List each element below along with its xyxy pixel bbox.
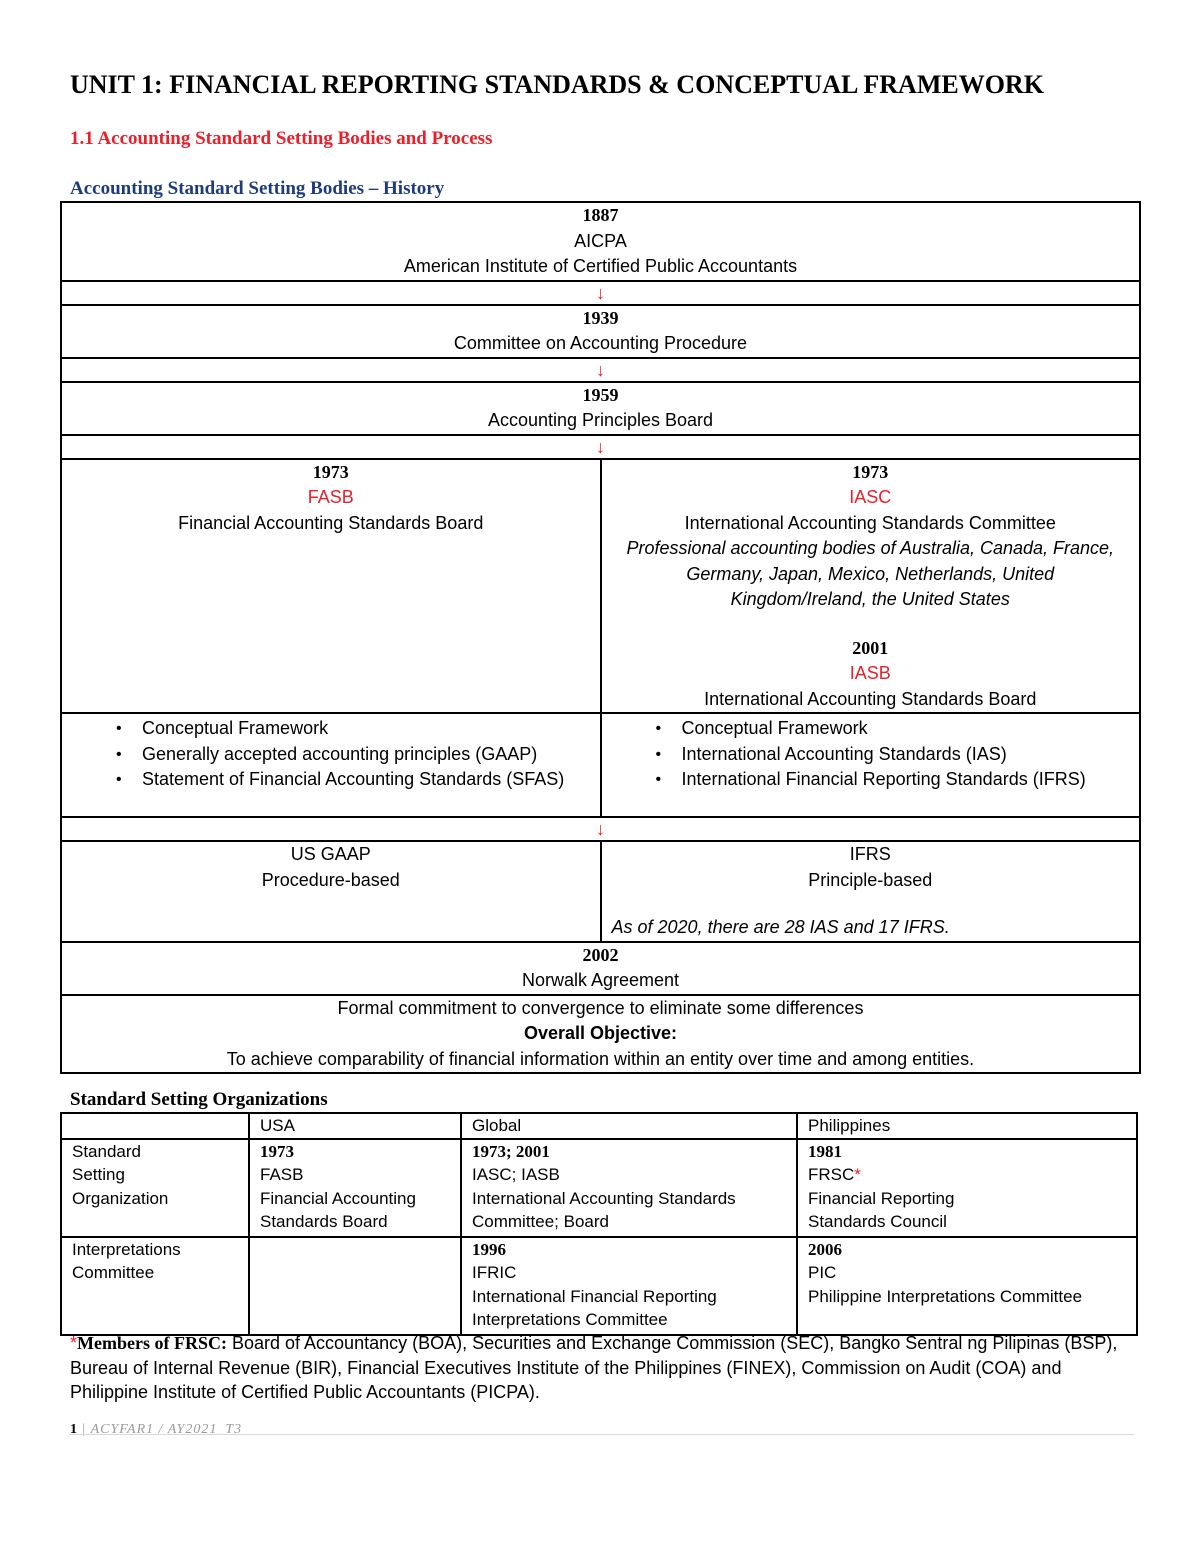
intl-outputs-cell [601,713,1141,817]
usa-name: Financial Accounting Standards Board [260,1188,416,1231]
list-item: • Conceptual Framework [142,716,600,742]
aicpa-cell [61,202,1140,281]
ifrs-count-note: As of 2020, there are 28 IAS and 17 IFRS. [611,917,950,937]
row-label: Interpretations Committee [61,1237,249,1335]
fasb-abbr: FASB [307,487,354,507]
list-item: • International Accounting Standards (IAS) [682,742,1140,768]
list-item: • International Financial Reporting Standards (IFRS) [682,767,1140,793]
iasc-name: International Accounting Standards Committee [684,512,1056,533]
ph-abbr: FRSC [808,1165,855,1184]
list-item: • Generally accepted accounting principles (GAAP) [142,742,600,768]
cap-row [61,305,1140,358]
iasc-cell [601,459,1141,714]
global-name: International Financial Reporting Interpretations Committee [472,1286,717,1329]
cap-year: 1939 [582,307,619,328]
commitment-text: Formal commitment to convergence to eliminate some differences [337,997,864,1018]
orgs-col-usa: USA [249,1113,461,1139]
footer-separator: | [77,1422,91,1437]
global-name: International Accounting Standards Committee; Board [472,1188,736,1231]
frsc-members-note [70,1331,1135,1405]
us-outputs-list [62,716,600,793]
global-year: 1996 [472,1239,506,1259]
flow-arrow-icon: ↓ [61,358,1140,382]
orgs-col-philippines: Philippines [797,1113,1137,1139]
norwalk-year: 2002 [582,944,619,965]
orgs-table [60,1112,1138,1336]
ph-name: Financial Reporting Standards Council [808,1188,955,1231]
ifrs-basis: Principle-based [808,869,933,890]
section-heading: 1.1 Accounting Standard Setting Bodies and Process [70,128,493,149]
page-title: UNIT 1: FINANCIAL REPORTING STANDARDS & CONCEPTUAL FRAMEWORK [70,70,1044,99]
objective-text: To achieve comparability of financial information within an entity over time and among entities. [226,1048,975,1069]
iasc-year: 1973 [852,461,889,482]
apb-row [61,382,1140,435]
ph-year: 1981 [808,1141,842,1161]
ph-name: Philippine Interpretations Committee [808,1286,1083,1306]
objective-label: Overall Objective: [523,1023,678,1043]
objective-row [61,995,1140,1074]
footer-divider [70,1434,1134,1435]
cap-cell [61,305,1140,358]
objective-cell [61,995,1140,1074]
orgs-col-global: Global [461,1113,797,1139]
us-outputs-cell [61,713,601,817]
global-abbr: IASC; IASB [472,1165,560,1184]
asterisk-mark: * [70,1333,78,1353]
usa-cell [249,1237,461,1335]
usgaap-name: US GAAP [290,844,371,864]
fasb-name: Financial Accounting Standards Board [178,512,484,533]
ph-abbr-line [808,1163,1126,1187]
page-footer [70,1422,242,1438]
norwalk-name: Norwalk Agreement [521,970,680,990]
usa-year: 1973 [260,1141,294,1161]
iasb-year: 2001 [852,637,889,658]
intl-outputs-list [602,716,1140,793]
history-heading: Accounting Standard Setting Bodies – History [70,178,445,199]
history-flow-table [60,201,1141,1074]
global-cell [461,1139,797,1237]
norwalk-row [61,942,1140,995]
iasb-name: International Accounting Standards Board [704,688,1037,709]
aicpa-name: American Institute of Certified Public Accountants [403,256,798,276]
ifrs-cell [601,841,1141,942]
aicpa-row [61,202,1140,281]
ifrs-name: IFRS [849,844,891,864]
orgs-heading: Standard Setting Organizations [70,1089,328,1110]
bodies-row [61,459,1140,714]
flow-arrow-icon: ↓ [61,435,1140,459]
usgaap-cell [61,841,601,942]
cap-name: Committee on Accounting Procedure [453,333,748,353]
list-item: • Conceptual Framework [682,716,1140,742]
ph-cell [797,1139,1137,1237]
orgs-header-row [61,1113,1137,1139]
global-year: 1973; 2001 [472,1141,550,1161]
note-text: Board of Accountancy (BOA), Securities and Exchange Commission (SEC), Bangko Sentral ng Pilipinas (BSP), Bureau of Internal Revenue (BIR), Financial Executives Institute of the Philippines (FINEX), Commission on Audit (COA) and Philippine Institute of Certified Public Accountants (PICPA). [70,1333,1118,1402]
asterisk-mark: * [854,1165,861,1184]
fasb-cell [61,459,601,714]
ph-abbr: PIC [808,1263,837,1282]
iasc-members: Professional accounting bodies of Australia, Canada, France, Germany, Japan, Mexico, Netherlands, United Kingdom/Ireland, the United States [626,538,1115,609]
ph-cell [797,1237,1137,1335]
apb-name: Accounting Principles Board [487,410,714,430]
frameworks-row [61,841,1140,942]
orgs-corner-cell [61,1113,249,1139]
iasc-abbr: IASC [849,487,892,507]
table-row [61,1139,1137,1237]
global-cell [461,1237,797,1335]
footer-label: ACYFAR1 / AY2021_T3 [90,1422,243,1437]
flow-arrow-icon: ↓ [61,817,1140,841]
page-number: 1 [70,1422,77,1437]
global-abbr: IFRIC [472,1263,517,1282]
flow-arrow-icon: ↓ [61,281,1140,305]
iasb-abbr: IASB [849,663,891,683]
list-item: • Statement of Financial Accounting Standards (SFAS) [142,767,600,793]
fasb-year: 1973 [312,461,349,482]
apb-cell [61,382,1140,435]
note-label: Members of FRSC: [77,1333,227,1353]
table-row [61,1237,1137,1335]
usa-abbr: FASB [260,1165,304,1184]
aicpa-year: 1887 [582,205,619,225]
aicpa-abbr: AICPA [574,230,627,251]
ph-year: 2006 [808,1239,842,1259]
usgaap-basis: Procedure-based [261,869,400,890]
row-label: Standard Setting Organization [61,1139,249,1237]
usa-cell [249,1139,461,1237]
outputs-row [61,713,1140,817]
norwalk-cell [61,942,1140,995]
apb-year: 1959 [582,384,619,405]
